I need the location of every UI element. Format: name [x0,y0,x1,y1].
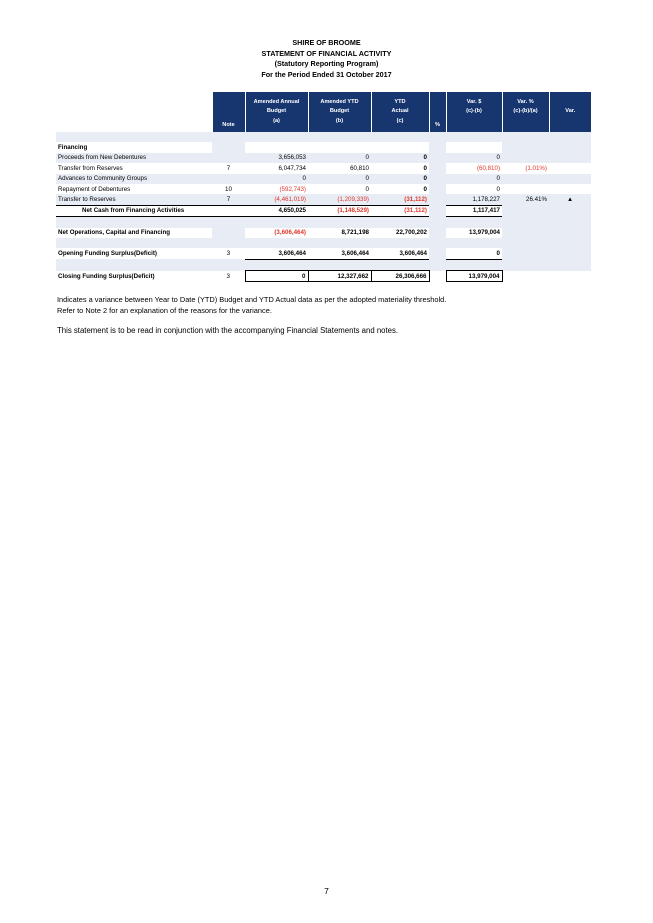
net-financing-row [56,205,591,216]
net-operations-var-dollar: 13,979,004 [469,229,500,237]
var-percent-header: Var. % (c)-(b)/(a) [502,92,549,132]
net-operations-ytd-budget: 8,721,198 [341,229,369,237]
var-dollar-cell: 0 [446,153,502,163]
statement-conjunction-note: This statement is to be read in conjunction with the accompanying Financial Statements and notes. [57,325,399,335]
ytd-budget-cell: 0 [365,185,369,193]
statement-title: STATEMENT OF FINANCIAL ACTIVITY [261,48,392,58]
table-row [56,194,591,205]
table-row [56,163,591,173]
row-note [212,153,245,163]
spacer-row [56,132,591,142]
ytd-actual-cell: 0 [423,185,427,193]
note-column-header: Note [212,92,245,132]
net-financing-ytd-actual: (31,112) [371,205,429,216]
amended-annual-budget-header: Amended Annual Budget (a) [245,92,308,132]
spacer-row [56,238,591,248]
annual-budget-cell: 0 [245,174,308,184]
page-number: 7 [324,886,329,896]
spacer-row [56,217,591,228]
opening-ytd-actual: 3,606,464 [371,248,429,259]
net-operations-ytd-actual: 22,700,202 [396,229,427,237]
row-label: Transfer to Reserves [56,194,212,205]
section-title: Financing [58,144,88,152]
net-financing-label: Net Cash from Financing Activities [56,205,212,216]
net-operations-label: Net Operations, Capital and Financing [58,229,171,237]
net-operations-row [56,228,591,238]
row-note: 7 [226,164,231,172]
var-dollar-cell: 0 [446,174,502,184]
var-percent-cell: 26.41% [502,194,549,205]
var-percent-cell [502,174,549,184]
row-label: Proceeds from New Debentures [56,153,212,163]
annual-budget-cell: (592,743) [279,185,306,193]
opening-surplus-label: Opening Funding Surplus(Deficit) [58,250,157,258]
ytd-actual-cell: 0 [423,164,427,172]
ytd-actual-cell: 0 [371,153,429,163]
closing-surplus-row [56,271,591,282]
ytd-actual-cell: 0 [371,174,429,184]
var-indicator-cell [549,153,591,163]
var-percent-cell [502,184,549,194]
opening-var-dollar: 0 [446,248,502,259]
statement-header [0,38,653,80]
row-note: 10 [225,185,232,193]
closing-note: 3 [226,272,230,280]
ytd-budget-cell: 0 [308,174,371,184]
ytd-actual-header: YTD Actual (c) [371,92,429,132]
closing-annual: 0 [245,271,308,282]
closing-ytd-actual: 26,306,666 [371,271,429,282]
var-dollar-header: Var. $ (c)-(b) [446,92,502,132]
opening-annual: 3,606,464 [245,248,308,259]
var-percent-cell [502,153,549,163]
ytd-budget-cell: (1,209,339) [308,194,371,205]
row-label: Advances to Community Groups [56,174,212,184]
row-note [212,174,245,184]
opening-ytd-budget: 3,606,464 [308,248,371,259]
var-dollar-cell: 0 [496,185,500,193]
annual-budget-cell: 3,656,053 [245,153,308,163]
closing-var-dollar: 13,979,004 [446,271,502,282]
percent-header: % [429,92,446,132]
statement-period: For the Period Ended 31 October 2017 [261,69,392,79]
var-indicator-cell [549,174,591,184]
variance-footnote: Indicates a variance between Year to Date (YTD) Budget and YTD Actual data as per the adopted materiality threshold. [57,295,447,304]
amended-ytd-budget-header: Amended YTD Budget (b) [308,92,371,132]
note-reference-footnote: Refer to Note 2 for an explanation of the reasons for the variance. [57,306,272,316]
row-note: 7 [212,194,245,205]
ytd-budget-cell: 60,810 [350,164,369,172]
table-row [56,184,591,194]
row-label: Repayment of Debentures [58,185,131,193]
net-operations-annual: (3,606,464) [274,229,306,237]
var-indicator-cell [549,184,591,194]
row-label: Transfer from Reserves [58,164,123,172]
var-dollar-cell: 1,178,227 [446,194,502,205]
opening-surplus-row [56,248,591,259]
var-up-triangle-icon: ▲ [549,194,591,205]
var-indicator-header: Var. [549,92,591,132]
entity-name: SHIRE OF BROOME [292,38,361,47]
closing-ytd-budget: 12,327,662 [308,271,371,282]
table-row [56,153,591,163]
ytd-budget-cell: 0 [308,153,371,163]
footnotes [57,294,446,336]
net-financing-annual: 4,650,025 [245,205,308,216]
ytd-actual-cell: (31,112) [371,194,429,205]
net-financing-ytd-budget: (1,148,529) [308,205,371,216]
spacer-row [56,259,591,270]
closing-surplus-label: Closing Funding Surplus(Deficit) [58,272,155,280]
statement-subtitle: (Statutory Reporting Program) [274,59,379,69]
var-dollar-cell: (60,810) [476,164,500,172]
section-title-row [56,142,591,152]
column-header-row [56,92,591,132]
opening-note: 3 [226,250,231,258]
net-financing-var-dollar: 1,117,417 [446,205,502,216]
var-percent-cell: (1.01%) [525,164,547,172]
financial-activity-table [56,92,591,282]
var-indicator-cell [549,163,591,173]
annual-budget-cell: 6,047,734 [278,164,306,172]
annual-budget-cell: (4,461,019) [245,194,308,205]
table-row [56,174,591,184]
